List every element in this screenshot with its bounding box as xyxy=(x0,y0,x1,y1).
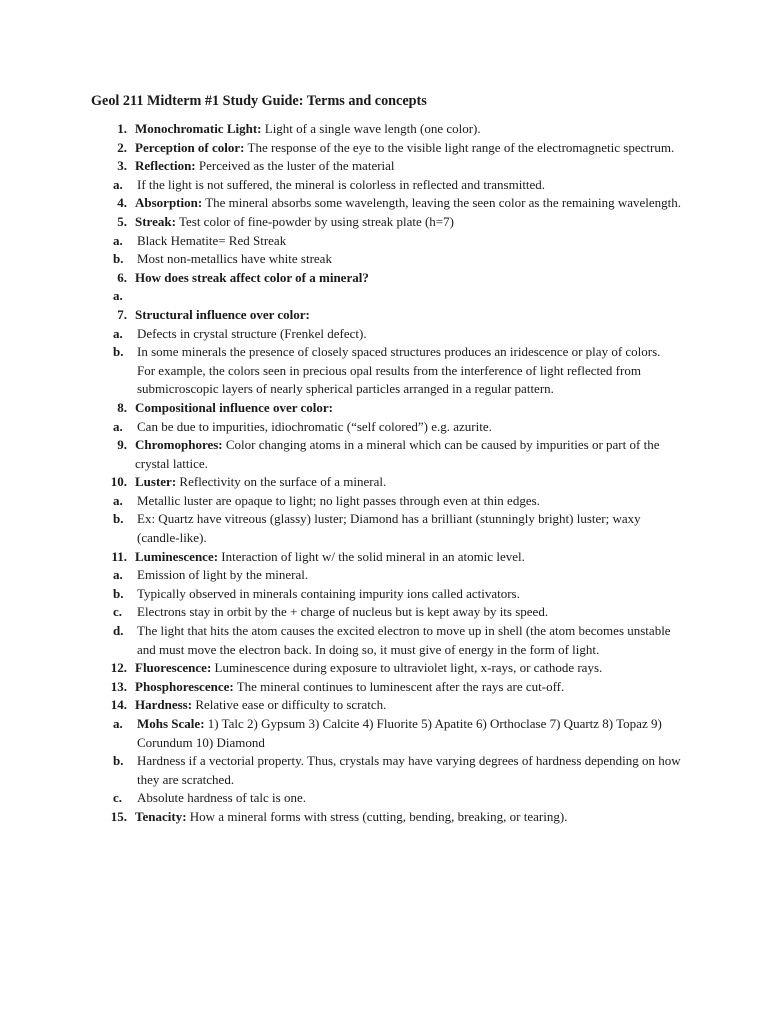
sub-item-letter: b. xyxy=(113,585,124,601)
sub-item-letter: a. xyxy=(113,176,123,192)
item-term: Luminescence: xyxy=(135,548,219,564)
item-number: 9. xyxy=(117,437,127,453)
sub-item xyxy=(47,752,681,789)
item-term: Luster: xyxy=(135,474,177,490)
sub-item-letter: b. xyxy=(113,511,124,527)
list-item xyxy=(91,269,681,288)
list-item xyxy=(91,139,681,158)
sub-item xyxy=(47,418,681,437)
sub-item-letter: a. xyxy=(113,567,123,583)
item-term: Fluorescence: xyxy=(135,660,212,676)
sub-item xyxy=(47,176,681,195)
sub-item xyxy=(47,585,681,604)
sub-item xyxy=(47,492,681,511)
item-definition: Light of a single wave length (one color). xyxy=(261,121,481,136)
item-definition: Relative ease or difficulty to scratch. xyxy=(192,697,387,713)
sub-item-letter: a. xyxy=(113,288,123,304)
item-number: 7. xyxy=(117,306,127,322)
sub-item-text: If the light is not suffered, the mineral is colorless in reflected and transmitted. xyxy=(137,176,546,192)
sub-item-letter: a. xyxy=(113,232,123,248)
list-item xyxy=(91,678,681,697)
sub-item-text: Can be due to impurities, idiochromatic (“self colored”) e.g. azurite. xyxy=(137,418,492,434)
sub-item-text: Metallic luster are opaque to light; no light passes through even at thin edges. xyxy=(137,492,540,508)
item-definition: Interaction of light w/ the solid mineral in an atomic level. xyxy=(218,548,525,564)
item-number: 2. xyxy=(117,139,127,155)
list-item xyxy=(91,194,681,213)
item-term: Compositional influence over color: xyxy=(135,399,333,415)
sub-item xyxy=(47,250,681,269)
sub-item-text: In some minerals the presence of closely spaced structures produces an iridescence or play of colors. For example, the colors seen in precious opal results from the interference of light reflected from submicroscopic layers of nearly spherical particles arranged in a regular pattern. xyxy=(137,344,661,397)
item-term: Structural influence over color: xyxy=(135,306,310,322)
sub-item xyxy=(47,566,681,585)
sub-item-text: Defects in crystal structure (Frenkel defect). xyxy=(137,325,367,341)
sub-item-text: Hardness if a vectorial property. Thus, crystals may have varying degrees of hardness depending on how they are scratched. xyxy=(137,753,681,787)
sub-item-text: The light that hits the atom causes the excited electron to move up in shell (the atom becomes unstable and must move the electron back. In doing so, it must give of energy in the form of light. xyxy=(137,623,671,657)
sub-item-text: Ex: Quartz have vitreous (glassy) luster; Diamond has a brilliant (stunningly bright) luster; waxy (candle-like). xyxy=(137,511,641,546)
list-item xyxy=(91,436,681,473)
item-definition: Reflectivity on the surface of a mineral. xyxy=(176,474,387,490)
sub-item xyxy=(47,510,681,547)
item-number: 1. xyxy=(117,121,127,136)
sub-item xyxy=(47,287,681,306)
list-item xyxy=(91,213,681,232)
item-term: Phosphorescence: xyxy=(135,678,234,694)
item-term: Perception of color: xyxy=(135,139,245,155)
sub-item-text: Electrons stay in orbit by the + charge of nucleus but is kept away by its speed. xyxy=(137,604,549,620)
sub-item-letter: a. xyxy=(113,418,123,434)
sub-item xyxy=(47,343,681,399)
list-item xyxy=(91,399,681,418)
item-number: 3. xyxy=(117,158,127,174)
item-number: 6. xyxy=(117,269,127,285)
item-number: 8. xyxy=(117,399,127,415)
sub-item xyxy=(47,789,681,808)
item-term: Tenacity: xyxy=(135,808,187,824)
item-number: 10. xyxy=(110,474,127,490)
sub-item-letter: a. xyxy=(113,325,123,341)
item-number: 12. xyxy=(110,660,127,676)
item-number: 11. xyxy=(111,548,127,564)
item-term: Chromophores: xyxy=(135,437,223,453)
list-item xyxy=(91,473,681,492)
item-definition: Luminescence during exposure to ultraviolet light, x-rays, or cathode rays. xyxy=(211,660,603,676)
sub-item-text: Typically observed in minerals containing impurity ions called activators. xyxy=(137,585,520,601)
sub-item xyxy=(47,715,681,752)
list-item xyxy=(91,696,681,715)
item-term: Absorption: xyxy=(135,195,203,211)
sub-item-letter: a. xyxy=(113,716,123,731)
list-item xyxy=(91,120,681,139)
sub-item-letter: d. xyxy=(113,623,124,639)
item-definition: Test color of fine-powder by using streak plate (h=7) xyxy=(175,213,454,229)
item-term: How does streak affect color of a mineral? xyxy=(135,269,369,285)
list-item xyxy=(91,808,681,827)
sub-item-letter: c. xyxy=(113,604,123,620)
item-number: 4. xyxy=(117,195,127,211)
sub-item xyxy=(47,622,681,659)
sub-item-text: Emission of light by the mineral. xyxy=(137,567,309,583)
sub-item-text: Most non-metallics have white streak xyxy=(137,251,332,267)
sub-item-letter: b. xyxy=(113,344,124,360)
terms-list xyxy=(91,120,681,827)
list-item xyxy=(91,659,681,678)
sub-item-letter: a. xyxy=(113,492,123,508)
item-definition: The mineral continues to luminescent after the rays are cut-off. xyxy=(233,678,565,694)
item-term: Reflection: xyxy=(135,158,196,174)
item-definition: The mineral absorbs some wavelength, leaving the seen color as the remaining wavelength. xyxy=(202,195,681,211)
item-number: 14. xyxy=(110,697,127,713)
sub-item xyxy=(47,232,681,251)
list-item xyxy=(91,306,681,325)
sub-item xyxy=(47,603,681,622)
list-item xyxy=(91,157,681,176)
item-number: 5. xyxy=(117,213,127,229)
item-definition: How a mineral forms with stress (cutting, bending, breaking, or tearing). xyxy=(186,808,568,824)
item-number: 13. xyxy=(110,678,127,694)
sub-item-letter: b. xyxy=(113,753,124,769)
item-definition: Perceived as the luster of the material xyxy=(195,158,395,174)
item-term: Streak: xyxy=(135,213,176,229)
item-definition: The response of the eye to the visible light range of the electromagnetic spectrum. xyxy=(244,139,675,155)
item-term: Monochromatic Light: xyxy=(135,121,262,136)
sub-item xyxy=(47,325,681,344)
sub-item-text: Absolute hardness of talc is one. xyxy=(137,790,306,806)
sub-item-letter: b. xyxy=(113,251,124,267)
sub-item-text: 1) Talc 2) Gypsum 3) Calcite 4) Fluorite 5) Apatite 6) Orthoclase 7) Quartz 8) Topaz 9) Corundum 10) Diamond xyxy=(137,716,662,750)
item-number: 15. xyxy=(110,808,127,824)
item-definition: Color changing atoms in a mineral which can be caused by impurities or part of the crystal lattice. xyxy=(135,437,660,471)
item-term: Hardness: xyxy=(135,697,193,713)
list-item xyxy=(91,548,681,567)
sub-item-letter: c. xyxy=(113,790,123,806)
sub-item-text: Black Hematite= Red Streak xyxy=(137,232,287,248)
sub-item-term: Mohs Scale: xyxy=(137,716,205,731)
document-title: Geol 211 Midterm #1 Study Guide: Terms and concepts xyxy=(91,93,427,109)
